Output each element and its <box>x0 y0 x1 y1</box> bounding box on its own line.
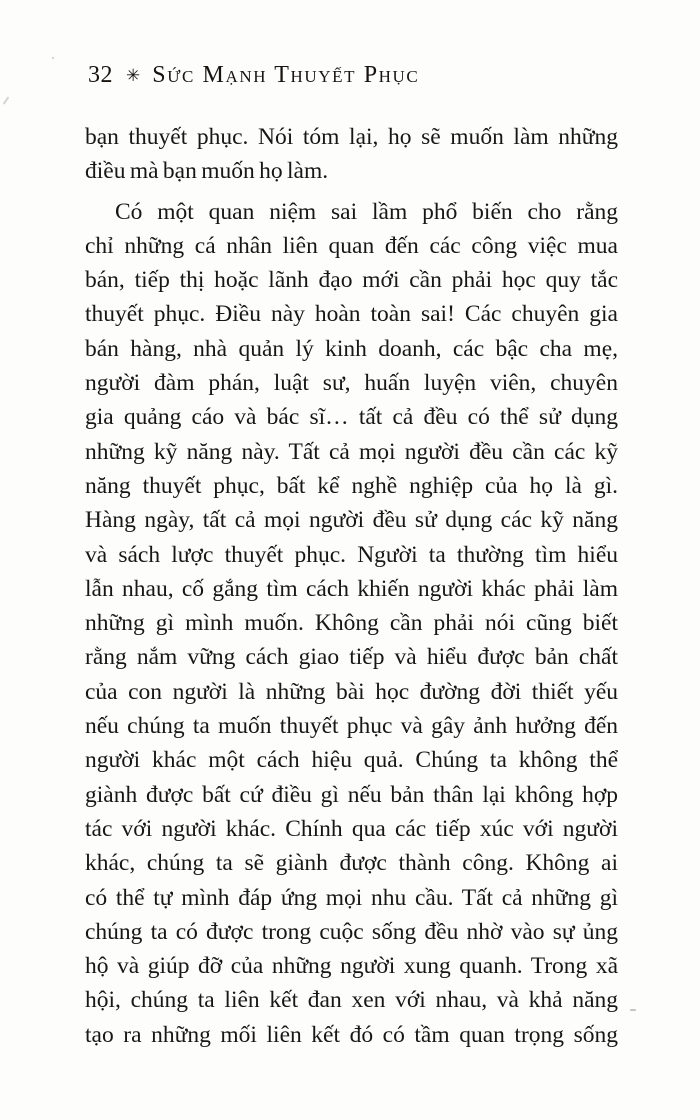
text-line: người khác một cách hiệu quả. Chúng ta không thể <box>85 747 618 774</box>
text-line: điều mà bạn muốn họ làm. <box>85 158 329 185</box>
text-line: khác, chúng ta sẽ giành được thành công. Không ai <box>85 850 618 877</box>
text-line: tạo ra những mối liên kết đó có tầm quan trọng sống <box>85 1021 618 1048</box>
paragraph <box>85 195 618 1052</box>
scan-speck <box>630 1009 636 1011</box>
text-line: chúng ta có được trong cuộc sống đều nhờ vào sự ủng <box>85 918 618 945</box>
paragraph-continued <box>85 120 618 189</box>
text-line: rằng nắm vững cách giao tiếp và hiểu được bản chất <box>85 644 618 671</box>
running-title: Sức Mạnh Thuyết Phục <box>152 62 420 88</box>
text-line: bán hàng, nhà quản lý kinh doanh, các bậc cha mẹ, <box>85 335 618 362</box>
text-line: tác với người khác. Chính qua các tiếp xúc với người <box>85 815 618 842</box>
page-number: 32 <box>88 62 113 88</box>
scan-speck <box>52 57 54 59</box>
text-line: hội, chúng ta liên kết đan xen với nhau, và khả năng <box>85 987 618 1014</box>
text-line: Hàng ngày, tất cả mọi người đều sử dụng các kỹ năng <box>85 507 618 534</box>
text-line: năng thuyết phục, bất kể nghề nghiệp của họ là gì. <box>85 472 618 499</box>
text-line: nếu chúng ta muốn thuyết phục và gây ảnh hưởng đến <box>85 713 618 740</box>
text-line: bán, tiếp thị hoặc lãnh đạo mới cần phải học quy tắc <box>85 267 618 294</box>
text-line: Có một quan niệm sai lầm phổ biến cho rằng <box>115 198 618 225</box>
text-line: gia quảng cáo và bác sĩ… tất cả đều có thể sử dụng <box>85 404 618 431</box>
text-line: giành được bất cứ điều gì nếu bản thân lại không hợp <box>85 781 618 808</box>
text-line: và sách lược thuyết phục. Người ta thường tìm hiểu <box>85 541 618 568</box>
text-line: chỉ những cá nhân liên quan đến các công việc mua <box>85 232 618 259</box>
asterisk-icon: ✳ <box>126 66 141 85</box>
text-line: lẫn nhau, cố gắng tìm cách khiến người khác phải làm <box>85 575 618 602</box>
body-text <box>85 120 618 1052</box>
text-line: những gì mình muốn. Không cần phải nói cũng biết <box>85 610 618 637</box>
scan-speck <box>3 96 10 105</box>
text-line: có thể tự mình đáp ứng mọi nhu cầu. Tất cả những gì <box>85 884 618 911</box>
page-header <box>88 62 419 92</box>
text-line: người đàm phán, luật sư, huấn luyện viên, chuyên <box>85 370 618 397</box>
text-line: hộ và giúp đỡ của những người xung quanh. Trong xã <box>85 953 618 980</box>
text-line: bạn thuyết phục. Nói tóm lại, họ sẽ muốn làm những <box>85 124 618 150</box>
text-line: của con người là những bài học đường đời thiết yếu <box>85 678 618 705</box>
text-line: thuyết phục. Điều này hoàn toàn sai! Các chuyên gia <box>85 301 618 328</box>
text-line: những kỹ năng này. Tất cả mọi người đều cần các kỹ <box>85 438 618 465</box>
